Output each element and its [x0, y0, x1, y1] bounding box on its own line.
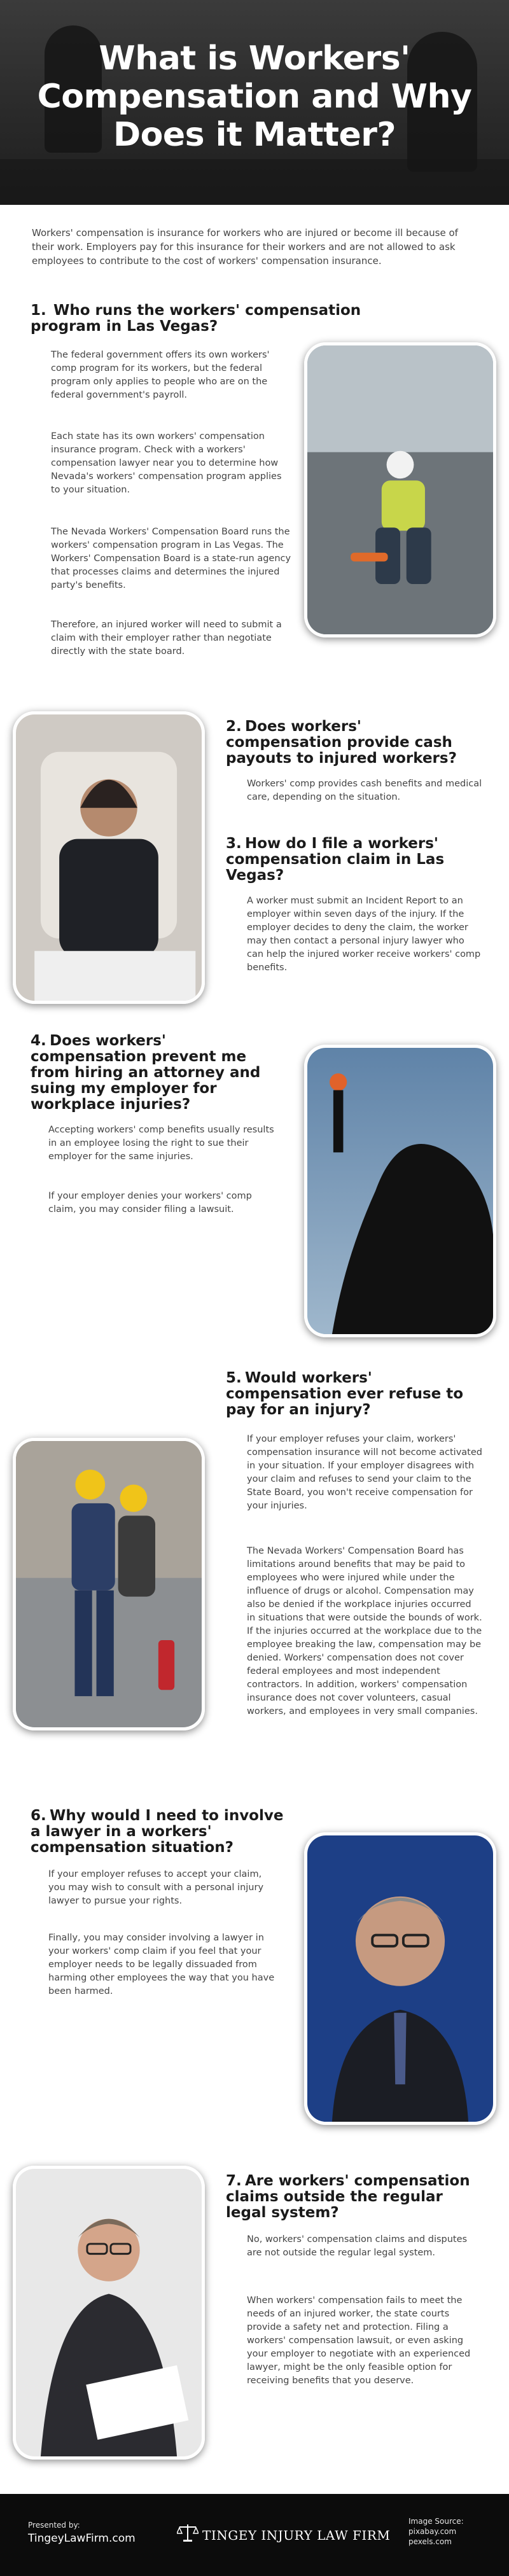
image-source-pexels[interactable]: pexels.com [408, 2537, 452, 2546]
answer-4-para-2: If your employer denies your workers' comp claim, you may consider filing a lawsuit. [48, 1191, 252, 1215]
intro-paragraph: Workers' compensation is insurance for workers who are injured or become ill because of their work. Employers pay for this insurance for their workers and are not allowed to ask employees to contribute to the cost of workers' compensation insurance. [32, 227, 458, 267]
presented-by-link[interactable]: TingeyLawFirm.com [28, 2532, 136, 2545]
photo-welder-silhouette [304, 1045, 496, 1337]
question-7: 7. Are workers' compensation claims outside the regular legal system? [226, 2173, 470, 2221]
answer-7-para-2: When workers' compensation fails to meet the needs of an injured worker, the state courts provide a safety net and protection. Filing a workers' compensation lawsuit, or even asking your employer to negotiate with an experienced lawyer, might be the only feasible option for receiving benefits that you deserve. [247, 2295, 471, 2386]
photo-thoughtful-lawyer [304, 1832, 496, 2125]
answer-6-para-2: Finally, you may consider involving a lawyer in your workers' comp claim if you feel that your employer needs to be legally dissuaded from harming other employees the way that you have been harmed. [48, 1933, 275, 1996]
firm-logo-text: TINGEY INJURY LAW FIRM [202, 2528, 391, 2543]
photo-businessman-signing [13, 711, 205, 1004]
question-3: 3. How do I file a workers' compensation claim in Las Vegas? [226, 835, 445, 884]
answer-5-para-1: If your employer refuses your claim, workers' compensation insurance will not become activated in your situation. If your employer disagrees with your claim and refuses to send your claim to the State Board, you won't receive compensation for your injuries. [247, 1434, 482, 1511]
question-4: 4. Does workers' compensation prevent me from hiring an attorney and suing my employer for workplace injuries? [31, 1033, 261, 1113]
answer-1-para-3: The Nevada Workers' Compensation Board runs the workers' compensation program in Las Vegas. The Workers' Compensation Board is a state-run agency that processes claims and determines the injured party's benefits. [51, 527, 291, 590]
answer-5-para-2: The Nevada Workers' Compensation Board has limitations around benefits that may be paid to employees who were injured while under the influence of drugs or alcohol. Compensation may also be denied if the workplace injuries occurred in situations that were outside the bounds of work. If the injuries occurred at the workplace due to the employee breaking the law, compensation may be denied. Workers' compensation does not cover federal employees and most independent contractors. In addition, workers' compensation insurance does not cover volunteers, casual workers, and employees in very small companies. [247, 1546, 482, 1716]
photo-construction-worker [304, 342, 496, 637]
question-1: 1. Who runs the workers' compensation program in Las Vegas? [31, 302, 361, 335]
photo-injured-workers [13, 1438, 205, 1730]
footer [0, 2494, 509, 2576]
image-source-label: Image Source: [408, 2517, 464, 2526]
question-6: 6. Why would I need to involve a lawyer in a workers' compensation situation? [31, 1807, 284, 1856]
answer-6-para-1: If your employer refuses to accept your claim, you may wish to consult with a personal injury lawyer to pursue your rights. [48, 1869, 264, 1906]
answer-7-para-1: No, workers' compensation claims and disputes are not outside the regular legal system. [247, 2234, 468, 2258]
photo-man-reading-papers [13, 2166, 205, 2460]
answer-2-para-1: Workers' comp provides cash benefits and medical care, depending on the situation. [247, 779, 482, 802]
answer-1-para-4: Therefore, an injured worker will need to submit a claim with their employer rather than negotiate directly with the state board. [51, 620, 282, 657]
scales-of-justice-icon [177, 2523, 199, 2545]
presented-by-label: Presented by: [28, 2521, 80, 2530]
header-banner [0, 0, 509, 205]
answer-1-para-2: Each state has its own workers' compensation insurance program. Check with a workers' compensation lawyer near you to determine how Nevada's workers' compensation program applies to your situation. [51, 431, 282, 495]
question-5: 5. Would workers' compensation ever refuse to pay for an injury? [226, 1370, 464, 1418]
page-title: What is Workers' Compensation and Why Does it Matter? [37, 39, 472, 154]
scaffold-silhouette [0, 159, 509, 205]
answer-3-para-1: A worker must submit an Incident Report to an employer within seven days of the injury. If the employer decides to deny the claim, the worker may then contact a personal injury lawyer who can help the injured worker receive workers' comp benefits. [247, 896, 481, 973]
answer-1-para-1: The federal government offers its own workers' comp program for its workers, but the federal program only applies to people who are on the federal government's payroll. [51, 350, 270, 400]
answer-4-para-1: Accepting workers' comp benefits usually results in an employee losing the right to sue their employer for the same injuries. [48, 1125, 274, 1162]
question-2: 2. Does workers' compensation provide cash payouts to injured workers? [226, 718, 457, 767]
image-source-pixabay[interactable]: pixabay.com [408, 2527, 457, 2536]
